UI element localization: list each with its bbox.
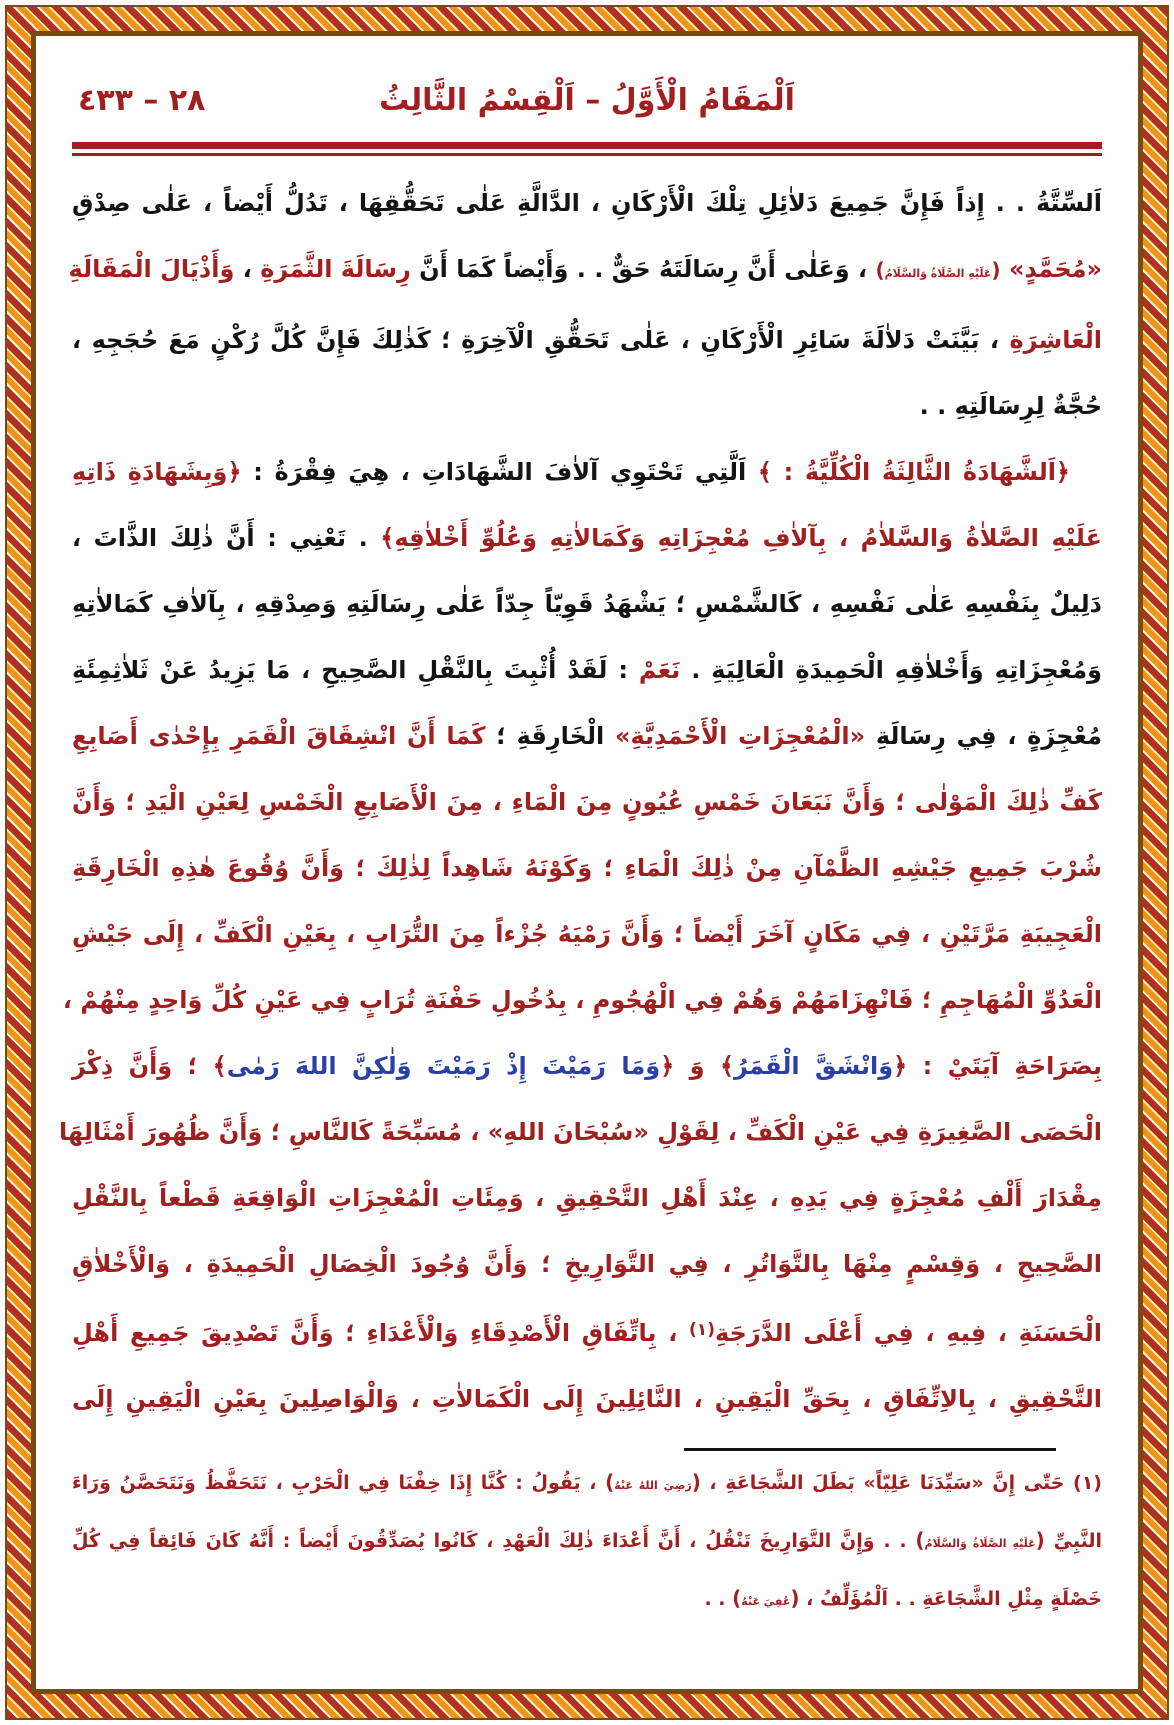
text-run-red: التَّحْقِيقِ ، بِالاِتِّفَاقِ ، بِحَقِّ الْيَقِينِ ، النَّائِلِينَ إِلَى الْكَمَالاٰتِ ، وَالْوَاصِلِينَ بِعَيْنِ الْيَقِينِ إِلَى	[72, 1385, 1102, 1413]
body-text-line-2	[68, 236, 1102, 307]
text-run-red: خَصْلَةٍ مِثْلِ الشَّجَاعَةِ . . اَلْمُؤَلِّفُ ،	[799, 1588, 1102, 1610]
text-run-black: ، وَعَلٰى أَنَّ رِسَالَتَهُ حَقٌّ . . وَأَيْضاً كَمَا أَنَّ	[410, 255, 876, 283]
chain-pattern-band	[5, 5, 1169, 1720]
text-run-red: عَلَيْهِ الصَّلاٰةُ وَالسَّلاٰمُ ، بِآلاٰفِ مُعْجِزَاتِهِ وَكَمَالاٰتِهِ وَعُلُوِّ أَخْلاٰقِهِ﴾	[380, 524, 1102, 552]
text-run-red: نَعَمْ	[638, 656, 681, 684]
body-text-line-6	[72, 505, 1102, 571]
body-text-line-7	[72, 571, 1102, 637]
quran-verse-text: وَانْشَقَّ الْقَمَرُ	[734, 1052, 894, 1080]
text-run-red: الصَّحِيحِ ، وَقِسْمٍ مِنْهَا بِالتَّوَاتُرِ ، فِي التَّوَارِيخِ ؛ وَأَنَّ وُجُودَ الْخِصَالِ الْحَمِيدَةِ ، وَالْأَخْلاٰقِ	[72, 1250, 1102, 1278]
text-run-black: . تَعْنِي : أَنَّ ذٰلِكَ الذَّاتَ ،	[72, 524, 381, 552]
footnote-line-2	[72, 1513, 1102, 1571]
text-run-black: دَلِيلٌ بِنَفْسِهِ عَلٰى نَفْسِهِ ، كَالشَّمْسِ ؛ يَشْهَدُ قَوِيّاً جِدّاً عَلٰى رِسَالَتِهِ وَصِدْقِهِ ، بِآلاٰفِ كَمَالاٰتِهِ	[72, 590, 1102, 618]
text-run-red: «الْمُعْجِزَاتِ الْأَحْمَدِيَّةِ»	[614, 722, 866, 750]
text-run-red: الْحَصَى الصَّغِيرَةِ فِي عَيْنِ الْكَفِّ ، لِقَوْلِ «سُبْحَانَ اللهِ» ، مُسَبِّحَةً كَالنَّاسِ ؛ وَأَنَّ ظُهُورَ أَمْثَالِهَا	[58, 1118, 1102, 1146]
text-run-red: رِسَالَةَ الثَّمَرَةِ	[260, 255, 411, 283]
blessing-seal: (عَلَيْهِ الصَّلَاةُ وَالسَّلَامُ)	[875, 258, 1001, 282]
footnote-separator	[684, 1448, 1056, 1451]
blessing-seal: (عُفِيَ عَنْهُ)	[732, 1586, 800, 1610]
body-text-line-1	[72, 170, 1102, 236]
page-number: ٢٨ – ٤٣٣	[78, 83, 206, 118]
body-text	[58, 170, 1102, 1432]
footnote-marker: (١)	[689, 1320, 715, 1340]
text-run-red: كَمَا أَنَّ انْشِقَاقَ الْقَمَرِ بِإِحْدٰى أَصَابِعِ	[72, 722, 486, 750]
body-text-line-8	[72, 637, 1102, 703]
page-header	[72, 72, 1102, 130]
text-run-red: ﴿وَبِشَهَادَةِ ذَاتِهِ	[72, 458, 242, 486]
body-text-line-17	[72, 1231, 1102, 1297]
text-run-black: وَمُعْجِزَاتِهِ وَأَخْلاٰقِهِ الْحَمِيدَةِ الْعَالِيَةِ .	[680, 656, 1102, 684]
body-text-line-11	[72, 835, 1102, 901]
blessing-seal: (رَضِيَ اللهُ عَنْهُ)	[605, 1470, 701, 1494]
text-run-red: الْحَسَنَةِ ، فِيهِ ، فِي أَعْلَى الدَّرَجَةِ	[714, 1319, 1102, 1347]
text-run-red: شُرْبَ جَمِيعِ جَيْشِهِ الظَّمْآنِ مِنْ ذٰلِكَ الْمَاءِ ؛ وَكَوْنَهُ شَاهِداً لِذٰلِكَ ؛ وَأَنَّ وُقُوعَ هٰذِهِ الْخَارِقَةِ	[72, 854, 1102, 882]
text-run-red: مِقْدَارَ أَلْفِ مُعْجِزَةٍ فِي يَدِهِ ، عِنْدَ أَهْلِ التَّحْقِيقِ ، وَمِئَاتِ الْمُعْجِزَاتِ الْوَاقِعَةِ قَطْعاً بِالنَّقْلِ	[72, 1184, 1102, 1212]
text-run-black: اَلسِّتَّةُ . . إِذاً فَإِنَّ جَمِيعَ دَلاٰئِلِ تِلْكَ الْأَرْكَانِ ، الدَّالَّةِ عَلٰى تَحَقُّقِهَا ، تَدُلُّ أَيْضاً ، عَلٰى صِدْقِ	[72, 189, 1102, 217]
footnote-line-1	[72, 1455, 1102, 1513]
body-text-line-15	[58, 1099, 1102, 1165]
blessing-seal-text: عَلَيْهِ الصَّلَاةُ وَالسَّلَامُ	[884, 267, 992, 280]
text-run-red: كَفِّ ذٰلِكَ الْمَوْلٰى ؛ وَأَنَّ نَبَعَانَ خَمْسِ عُيُونٍ مِنَ الْمَاءِ ، مِنَ الْأَصَابِعِ الْخَمْسِ لِعَيْنِ الْيَدِ ؛ وَأَنَّ	[72, 788, 1102, 816]
blessing-seal-text: عَلَيْهِ الصَّلَاةُ وَالسَّلَامُ	[924, 1537, 1036, 1550]
body-text-line-4	[72, 373, 1102, 439]
text-run-red: ، بِاتِّفَاقِ الْأَصْدِقَاءِ وَالْأَعْدَاءِ ؛ وَأَنَّ تَصْدِيقَ جَمِيعِ أَهْلِ	[72, 1319, 690, 1347]
text-run-red: ﴾ ؛ وَأَنَّ ذِكْرَ	[72, 1052, 227, 1080]
text-run-red: (١) حَتّٰى إِنَّ «سَيِّدَنَا عَلِيّاً» بَطَلَ الشَّجَاعَةِ ،	[700, 1472, 1102, 1494]
text-run-black: ، بَيَّنَتْ دَلاٰلَةَ سَائِرِ الْأَرْكَانِ ، عَلٰى تَحَقُّقِ الْآخِرَةِ ؛ كَذٰلِكَ فَإِنَّ كُلَّ رُكْنٍ مَعَ حُجَجِهِ ،	[72, 326, 1010, 354]
page-title: اَلْمَقَامُ الْأَوَّلُ – اَلْقِسْمُ الثَّالِثُ	[379, 83, 795, 118]
text-run-red: ، يَقُولُ : كُنَّا إِذَا خِفْنَا فِي الْحَرْبِ ، نَتَحَفَّظُ وَنَتَحَصَّنُ وَرَاءَ	[72, 1472, 606, 1494]
text-run-red: بِصَرَاحَةِ آيَتَيْ : ﴿	[893, 1052, 1102, 1080]
blessing-seal-text: عُفِيَ عَنْهُ	[741, 1595, 791, 1608]
quran-verse-text: وَمَا رَمَيْتَ إِذْ رَمَيْتَ وَلٰكِنَّ اللهَ رَمٰى	[226, 1052, 661, 1080]
text-run-red: ﴿اَلشَّهَادَةُ الثَّالِثَةُ الْكُلِّيَّةُ : ﴾	[757, 458, 1070, 486]
blessing-seal-text: رَضِيَ اللهُ عَنْهُ	[614, 1479, 692, 1492]
body-text-line-18	[72, 1297, 1102, 1366]
text-run-red: الْعَدُوِّ الْمُهَاجِمِ ؛ فَانْهِزَامَهُمْ وَهُمْ فِي الْهُجُومِ ، بِدُخُولِ حَفْنَةِ تُرَابٍ فِي عَيْنِ كُلِّ وَاحِدٍ مِنْهُمْ ،	[62, 986, 1102, 1014]
body-text-line-10	[72, 769, 1102, 835]
body-text-line-3	[72, 307, 1102, 373]
text-run-black: اَلَّتِي تَحْتَوِي آلاٰفَ الشَّهَادَاتِ ، هِيَ فِقْرَةُ :	[241, 458, 758, 486]
body-text-line-19	[72, 1366, 1102, 1432]
text-run-black: الْخَارِقَةِ ؛	[485, 722, 615, 750]
text-run-red: «مُحَمَّدٍ»	[1000, 255, 1102, 283]
body-text-line-9	[72, 703, 1102, 769]
text-run-red: الْعَجِيبَةِ مَرَّتَيْنِ ، فِي مَكَانٍ آخَرَ أَيْضاً ؛ وَأَنَّ رَمْيَهُ جُزْءاً مِنَ التُّرَابِ ، بِعَيْنِ الْكَفِّ ، إِلَى جَيْشِ	[72, 920, 1102, 948]
text-run-red: الْعَاشِرَةِ	[1009, 326, 1102, 354]
footnote-line-3	[72, 1571, 1102, 1629]
header-double-rule	[72, 142, 1102, 156]
body-text-line-12	[72, 901, 1102, 967]
text-run-red: النَّبِيِّ	[1044, 1530, 1102, 1552]
text-run-red: . . وَإِنَّ التَّوَارِيخَ تَنْقُلُ ، أَنَّ أَعْدَاءَ ذٰلِكَ الْعَهْدِ ، كَانُوا يُصَدِّقُونَ أَيْضاً : أَنَّهُ كَانَ فَائِقاً فِي كُلِّ	[72, 1530, 916, 1552]
body-text-line-5	[72, 439, 1102, 505]
text-run-red: وَأَذْيَالَ الْمَقَالَةِ	[68, 255, 235, 283]
text-run-black: مُعْجِزَةٍ ، فِي رِسَالَةِ	[865, 722, 1102, 750]
text-run-black: ،	[234, 255, 261, 283]
body-text-line-13	[62, 967, 1102, 1033]
text-run-black: حُجَّةٌ لِرِسَالَتِهِ . .	[919, 392, 1102, 420]
book-page	[31, 31, 1143, 1694]
text-run-red: ﴾ وَ ﴿	[660, 1052, 735, 1080]
body-text-line-14	[72, 1033, 1102, 1099]
text-run-black: : لَقَدْ أُثْبِتَ بِالنَّقْلِ الصَّحِيحِ ، مَا يَزِيدُ عَنْ ثَلاٰثِمِئَةِ	[72, 656, 639, 684]
body-text-line-16	[72, 1165, 1102, 1231]
footnote	[72, 1455, 1102, 1629]
blessing-seal: (عَلَيْهِ الصَّلَاةُ وَالسَّلَامُ)	[915, 1528, 1045, 1552]
text-run-red: . .	[704, 1588, 733, 1610]
